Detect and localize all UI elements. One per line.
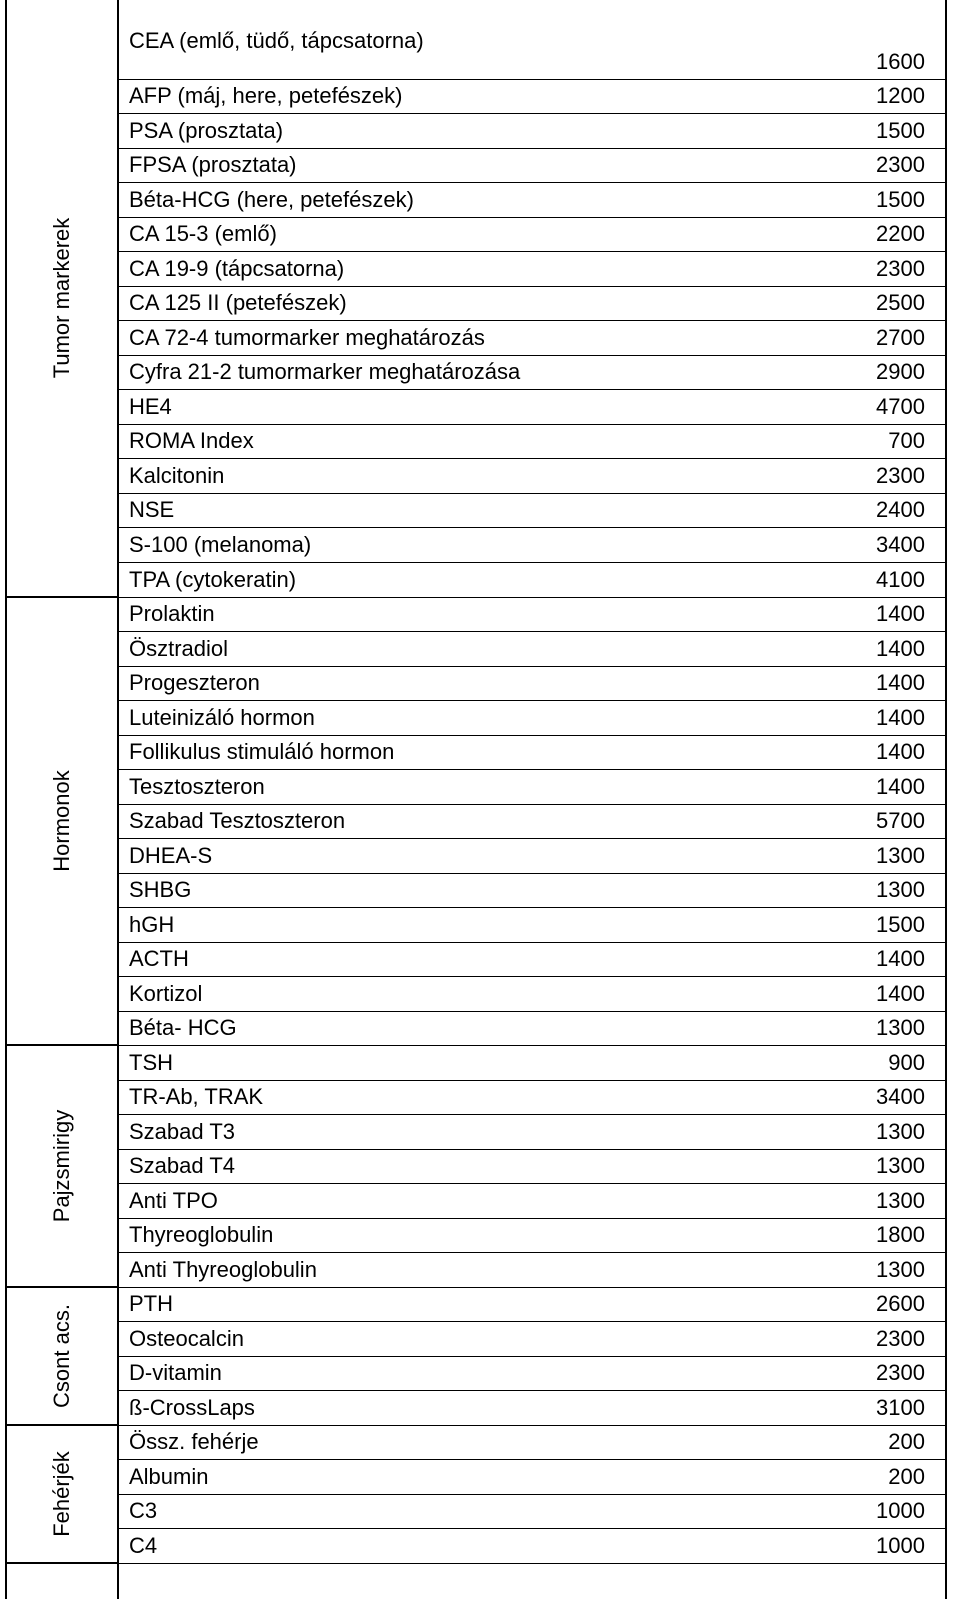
table-row xyxy=(119,114,945,149)
table-row xyxy=(119,874,945,908)
test-price: 700 xyxy=(888,428,925,453)
table-row xyxy=(119,701,945,736)
test-price: 1300 xyxy=(876,1188,925,1213)
table-row xyxy=(119,494,945,528)
test-name: ß-CrossLaps xyxy=(129,1395,255,1420)
test-name: NSE xyxy=(129,497,175,522)
test-price: 1800 xyxy=(876,1222,925,1247)
test-name: Thyreoglobulin xyxy=(129,1222,274,1247)
table-row xyxy=(119,908,945,943)
table-row xyxy=(119,80,945,114)
table-border-right xyxy=(945,0,947,1599)
table-row xyxy=(119,1253,945,1288)
table-row xyxy=(119,805,945,839)
table-row xyxy=(119,0,945,80)
test-price: 1300 xyxy=(876,1257,925,1282)
test-name: CA 15-3 (emlő) xyxy=(129,221,277,246)
table-row xyxy=(119,425,945,459)
test-name: hGH xyxy=(129,912,175,937)
test-price: 200 xyxy=(888,1464,925,1489)
test-name: Tesztoszteron xyxy=(129,774,265,799)
test-name: ACTH xyxy=(129,946,189,971)
test-price: 1400 xyxy=(876,636,925,661)
test-price: 1300 xyxy=(876,1119,925,1144)
table-row xyxy=(119,1391,945,1426)
table-row xyxy=(119,1184,945,1219)
test-name: Kortizol xyxy=(129,981,203,1006)
table-row xyxy=(119,598,945,632)
table-row xyxy=(119,252,945,287)
category-hormones xyxy=(7,598,117,1046)
test-name: CA 19-9 (tápcsatorna) xyxy=(129,256,345,281)
test-name: Szabad T4 xyxy=(129,1153,236,1178)
test-name: Luteinizáló hormon xyxy=(129,705,315,730)
test-price: 5700 xyxy=(876,808,925,833)
table-row xyxy=(119,1357,945,1391)
test-price: 1500 xyxy=(876,912,925,937)
test-price: 1600 xyxy=(876,49,925,74)
test-price: 2400 xyxy=(876,497,925,522)
test-price: 1400 xyxy=(876,705,925,730)
test-name: Szabad Tesztoszteron xyxy=(129,808,346,833)
table-row xyxy=(119,943,945,977)
table-row xyxy=(119,977,945,1012)
category-label: Hormonok xyxy=(49,770,74,872)
table-row xyxy=(119,839,945,874)
test-price: 3400 xyxy=(876,532,925,557)
test-price: 1500 xyxy=(876,118,925,143)
test-price: 2300 xyxy=(876,463,925,488)
test-name: Kalcitonin xyxy=(129,463,225,488)
test-name: TSH xyxy=(129,1050,173,1075)
category-tumor-markers xyxy=(7,0,117,598)
test-price: 1300 xyxy=(876,1153,925,1178)
table-row xyxy=(119,1012,945,1046)
test-name: FPSA (prosztata) xyxy=(129,152,297,177)
test-name: CEA (emlő, tüdő, tápcsatorna) xyxy=(129,28,424,53)
test-price: 1300 xyxy=(876,877,925,902)
table-row xyxy=(119,390,945,425)
test-name: Progeszteron xyxy=(129,670,260,695)
test-price: 1400 xyxy=(876,774,925,799)
table-row xyxy=(119,528,945,563)
table-row xyxy=(119,1219,945,1253)
test-name: DHEA-S xyxy=(129,843,213,868)
table-row xyxy=(119,149,945,183)
test-name: Anti Thyreoglobulin xyxy=(129,1257,317,1282)
test-price: 2300 xyxy=(876,256,925,281)
test-price: 2300 xyxy=(876,1326,925,1351)
table-row xyxy=(119,1495,945,1529)
category-label: Fehérjék xyxy=(49,1451,74,1537)
test-name: Béta-HCG (here, petefészek) xyxy=(129,187,414,212)
table-row xyxy=(119,667,945,701)
test-name: PSA (prosztata) xyxy=(129,118,284,143)
test-name: PTH xyxy=(129,1291,173,1316)
table-row xyxy=(119,1046,945,1081)
test-price: 1300 xyxy=(876,1015,925,1040)
test-name: Ösztradiol xyxy=(129,636,229,661)
test-price: 1000 xyxy=(876,1498,925,1523)
category-label: Pajzsmirigy xyxy=(49,1109,74,1223)
test-name: Össz. fehérje xyxy=(129,1429,259,1454)
test-name: HE4 xyxy=(129,394,172,419)
test-name: Prolaktin xyxy=(129,601,215,626)
table-row xyxy=(119,1150,945,1184)
test-price: 1400 xyxy=(876,981,925,1006)
test-name: Follikulus stimuláló hormon xyxy=(129,739,395,764)
category-label: Tumor markerek xyxy=(49,217,74,379)
test-name: C4 xyxy=(129,1533,158,1558)
table-row xyxy=(119,356,945,390)
test-price: 1500 xyxy=(876,187,925,212)
table-row xyxy=(119,736,945,770)
test-price: 200 xyxy=(888,1429,925,1454)
test-price: 2600 xyxy=(876,1291,925,1316)
table-row xyxy=(119,1529,945,1564)
test-price: 1400 xyxy=(876,739,925,764)
test-price: 1300 xyxy=(876,843,925,868)
test-name: Anti TPO xyxy=(129,1188,218,1213)
test-price: 1400 xyxy=(876,601,925,626)
table-row xyxy=(119,1460,945,1495)
test-name: Szabad T3 xyxy=(129,1119,236,1144)
test-name: CA 125 II (petefészek) xyxy=(129,290,347,315)
test-price: 2300 xyxy=(876,1360,925,1385)
table-row xyxy=(119,459,945,494)
test-name: AFP (máj, here, petefészek) xyxy=(129,83,403,108)
table-row xyxy=(119,287,945,321)
test-name: CA 72-4 tumormarker meghatározás xyxy=(129,325,485,350)
test-name: Albumin xyxy=(129,1464,209,1489)
test-name: S-100 (melanoma) xyxy=(129,532,312,557)
test-name: Cyfra 21-2 tumormarker meghatározása xyxy=(129,359,521,384)
test-price: 4100 xyxy=(876,567,925,592)
category-label: Csont acs. xyxy=(49,1304,74,1408)
category-bone xyxy=(7,1288,117,1426)
test-name: TR-Ab, TRAK xyxy=(129,1084,264,1109)
category-proteins xyxy=(7,1426,117,1564)
table-row xyxy=(119,183,945,218)
test-name: D-vitamin xyxy=(129,1360,222,1385)
test-price: 1200 xyxy=(876,83,925,108)
test-name: TPA (cytokeratin) xyxy=(129,567,297,592)
test-price: 2300 xyxy=(876,152,925,177)
test-price: 4700 xyxy=(876,394,925,419)
table-row xyxy=(119,1288,945,1322)
table-row xyxy=(119,1426,945,1460)
test-name: C3 xyxy=(129,1498,158,1523)
test-price: 1400 xyxy=(876,670,925,695)
test-price: 2200 xyxy=(876,221,925,246)
table-row xyxy=(119,218,945,252)
test-price: 2700 xyxy=(876,325,925,350)
table-row xyxy=(119,1322,945,1357)
test-price: 1400 xyxy=(876,946,925,971)
test-price: 900 xyxy=(888,1050,925,1075)
test-name: SHBG xyxy=(129,877,192,902)
test-price: 3400 xyxy=(876,1084,925,1109)
table-row xyxy=(119,563,945,598)
table-row xyxy=(119,321,945,356)
test-name: Béta- HCG xyxy=(129,1015,237,1040)
test-price: 2900 xyxy=(876,359,925,384)
test-price: 1000 xyxy=(876,1533,925,1558)
test-price: 3100 xyxy=(876,1395,925,1420)
table-row xyxy=(119,1081,945,1115)
test-price: 2500 xyxy=(876,290,925,315)
test-name: Osteocalcin xyxy=(129,1326,244,1351)
category-thyroid xyxy=(7,1046,117,1288)
table-row xyxy=(119,632,945,667)
table-row xyxy=(119,1115,945,1150)
test-name: ROMA Index xyxy=(129,428,254,453)
table-row xyxy=(119,770,945,805)
